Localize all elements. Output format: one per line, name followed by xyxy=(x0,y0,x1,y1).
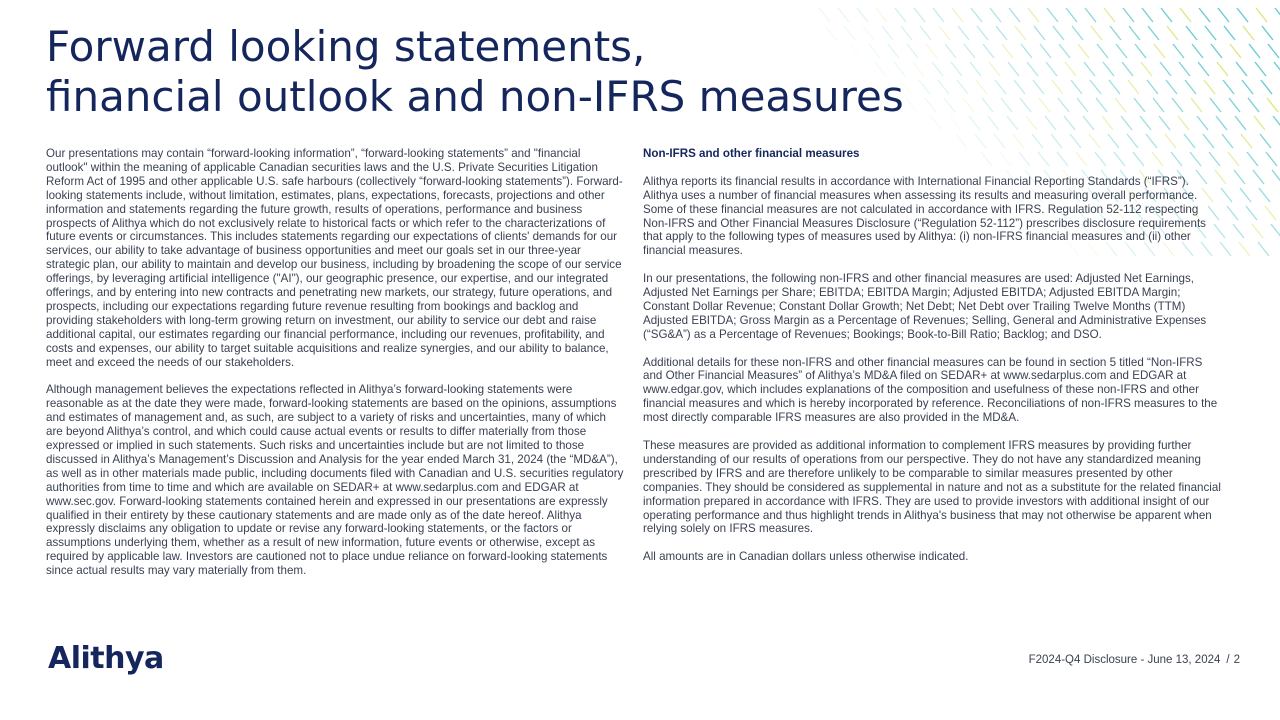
decor-line xyxy=(1097,44,1108,58)
decor-line xyxy=(1275,8,1280,22)
decor-line xyxy=(1027,62,1038,76)
decor-line xyxy=(1141,62,1152,76)
decor-line xyxy=(1262,26,1273,40)
decor-line xyxy=(1240,188,1251,202)
decor-line xyxy=(1186,26,1197,40)
decor-line xyxy=(1084,62,1095,76)
decor-line xyxy=(925,98,936,112)
decor-line xyxy=(1255,62,1266,76)
decor-line xyxy=(1153,98,1164,112)
decor-line xyxy=(1246,206,1257,220)
page-title-line-2: financial outlook and non-IFRS measures xyxy=(46,72,904,121)
decor-line xyxy=(1205,26,1216,40)
decor-line xyxy=(1064,116,1075,130)
decor-line xyxy=(1256,8,1267,22)
decor-line xyxy=(1235,116,1246,130)
decor-line xyxy=(1039,98,1050,112)
decor-line xyxy=(939,26,950,40)
decor-line xyxy=(907,44,918,58)
page-title xyxy=(46,22,904,122)
forward-looking-paragraph-2: Although management believes the expectations reflected in Alithya’s forward-looking statements were reasonable as at the date they were made, forward-looking statements are based on the opinions, assumptions and estimates of management and, as such, are subject to a variety of risks and uncertainties, many of which are beyond Alithya’s control, and which could cause actual events or results to differ materially from those expressed or implied in such statements. Such risks and uncertainties include but are not limited to those discussed in Alithya’s Management’s Discussion and Analysis for the year ended March 31, 2024 (the “MD&A”), as well as in other materials made public, including documents filed with Canadian and U.S. securities regulatory authorities from time to time and which are available on SEDAR+ at www.sedarplus.com and EDGAR at www.sec.gov. Forward-looking statements contained herein and expressed in our presentations are expressly qualified in their entirety by these cautionary statements and are made only as of the date hereof. Alithya expressly disclaims any obligation to update or revise any forward-looking statements, or the factors or assumptions underlying them, whether as a result of new information, future events or otherwise, except as required by applicable law. Investors are cautioned not to place undue reliance on forward-looking statements since actual results may vary materially from them. xyxy=(46,383,624,578)
decor-line xyxy=(995,80,1006,94)
decor-line xyxy=(1243,26,1254,40)
decor-line xyxy=(1134,98,1145,112)
decor-line xyxy=(1045,116,1056,130)
decor-line xyxy=(1179,62,1190,76)
decor-line xyxy=(956,134,967,148)
decor-line xyxy=(1077,98,1088,112)
decor-line xyxy=(994,134,1005,148)
decor-line xyxy=(1271,224,1280,238)
decor-line xyxy=(1161,8,1172,22)
decor-line xyxy=(1247,152,1258,166)
decor-line xyxy=(982,98,993,112)
decor-line xyxy=(895,8,906,22)
decor-line xyxy=(1089,134,1100,148)
decor-line xyxy=(1034,26,1045,40)
non-ifrs-paragraph-5: All amounts are in Canadian dollars unless otherwise indicated. xyxy=(643,550,969,564)
decor-line xyxy=(1217,62,1228,76)
decor-line xyxy=(1165,134,1176,148)
decor-line xyxy=(1154,44,1165,58)
non-ifrs-paragraph-3: Additional details for these non-IFRS and other financial measures can be found in section 5 titled “Non-IFRS and Other Financial Measures” of Alithya’s MD&A filed on SEDAR+ at www.sedarplus.com and EDGAR at www.edgar.gov, which includes explanations of the composition and usefulness of these non-IFRS and other financial measures and which is hereby incorporated by reference. Reconciliations of non-IFRS measures to the most directly comparable IFRS measures are also provided in the MD&A. xyxy=(643,355,1218,425)
decor-line xyxy=(1229,98,1240,112)
footer-separator: / xyxy=(1226,654,1230,666)
decor-line xyxy=(926,44,937,58)
decor-line xyxy=(1009,8,1020,22)
decor-line xyxy=(1090,80,1101,94)
decor-line xyxy=(1203,134,1214,148)
page-number: 2 xyxy=(1233,654,1240,666)
decor-line xyxy=(857,8,868,22)
decor-line xyxy=(1007,116,1018,130)
decor-line xyxy=(971,8,982,22)
decor-line xyxy=(1047,8,1058,22)
decor-line xyxy=(1108,134,1119,148)
decor-line xyxy=(1083,116,1094,130)
decor-line xyxy=(1115,98,1126,112)
decor-line xyxy=(1135,44,1146,58)
decor-line xyxy=(1109,80,1120,94)
decor-line xyxy=(1146,134,1157,148)
decor-line xyxy=(1204,80,1215,94)
decor-line xyxy=(1241,134,1252,148)
decor-line xyxy=(1273,116,1280,130)
decor-line xyxy=(1066,8,1077,22)
forward-looking-paragraph-1: Our presentations may contain “forward-looking information”, “forward-looking statements” and "financial outlook" within the meaning of applicable Canadian securities laws and the U.S. Private Securities Litigation Reform Act of 1995 and other applicable U.S. safe harbours (collectively “forward-looking statements”). Forward-looking statements include, without limitation, estimates, plans, expectations, forecasts, projections and other information and statements regarding the future growth, results of operations, performance and business prospects of Alithya which do not exclusively relate to historical facts or which refer to the characterizations of future events or circumstances. This includes statements regarding our expectations of clients' demands for our services, our ability to take advantage of business opportunities and meet our goals set in our three-year strategic plan, our ability to maintain and develop our business, including by broadening the scope of our service offerings, by leveraging artificial intelligence ("AI"), our geographic presence, our expertise, and our integrated offerings, and by entering into new contracts and penetrating new markets, our strategy, future operations, and prospects, including our expectations regarding future revenue resulting from bookings and backlog and providing stakeholders with long-term growing return on investment, our ability to service our debt and raise additional capital, our estimates regarding our financial performance, including our revenues, profitability, and costs and expenses, our ability to target suitable acquisitions and realize synergies, and our ability to balance, meet and exceed the needs of our stakeholders. xyxy=(46,147,623,369)
decor-line xyxy=(975,134,986,148)
decor-line xyxy=(1103,62,1114,76)
decor-line xyxy=(1128,80,1139,94)
decor-line xyxy=(1258,242,1269,256)
decor-line xyxy=(913,62,924,76)
page-title-line-1: Forward looking statements, xyxy=(46,22,646,71)
decor-line xyxy=(1236,62,1247,76)
decor-line xyxy=(1110,26,1121,40)
decor-line xyxy=(1085,8,1096,22)
decor-line xyxy=(1014,80,1025,94)
decor-line xyxy=(1013,134,1024,148)
decor-line xyxy=(1191,98,1202,112)
decor-line xyxy=(1180,8,1191,22)
decor-line xyxy=(1142,8,1153,22)
decor-line xyxy=(1260,134,1271,148)
decor-line xyxy=(1096,98,1107,112)
decor-line xyxy=(1122,62,1133,76)
decor-line xyxy=(1173,44,1184,58)
decor-line xyxy=(932,62,943,76)
decor-line xyxy=(1051,134,1062,148)
non-ifrs-column xyxy=(643,147,1223,578)
non-ifrs-paragraph-1: Alithya reports its financial results in accordance with International Financial Reporting Standards (“IFRS”). Alithya uses a number of financial measures when assessing its results and measuring overall performance. Some of these financial measures are not calculated in accordance with IFRS. Regulation 52-112 respecting Non-IFRS and Other Financial Measures Disclosure (“Regulation 52-112”) prescribes disclosure requirements that apply to the following types of measures used by Alithya: (i) non-IFRS financial measures and (ii) other financial measures. xyxy=(643,174,1206,258)
decor-line xyxy=(1261,80,1272,94)
decor-line xyxy=(876,8,887,22)
decor-line xyxy=(1224,26,1235,40)
decor-line xyxy=(1046,62,1057,76)
decor-line xyxy=(990,8,1001,22)
non-ifrs-heading: Non-IFRS and other financial measures xyxy=(643,147,860,160)
footer-disclosure: F2024-Q4 Disclosure - June 13, 2024 xyxy=(1028,654,1221,666)
decor-line xyxy=(1148,26,1159,40)
decor-line xyxy=(931,116,942,130)
decor-line xyxy=(945,44,956,58)
decor-line xyxy=(957,80,968,94)
decor-line xyxy=(996,26,1007,40)
decor-line xyxy=(1228,152,1239,166)
decor-line xyxy=(1242,80,1253,94)
decor-line xyxy=(1104,8,1115,22)
decor-line xyxy=(976,80,987,94)
forward-looking-column xyxy=(46,147,624,592)
decor-line xyxy=(1001,98,1012,112)
decor-line xyxy=(1192,44,1203,58)
decor-line xyxy=(914,8,925,22)
decor-line xyxy=(963,98,974,112)
decor-line xyxy=(1266,152,1277,166)
decor-line xyxy=(1267,98,1278,112)
decor-line xyxy=(1159,116,1170,130)
decor-line xyxy=(1020,98,1031,112)
decor-line xyxy=(1239,242,1250,256)
decor-line xyxy=(1058,98,1069,112)
decor-line xyxy=(1028,8,1039,22)
decor-line xyxy=(920,26,931,40)
decor-line xyxy=(1121,116,1132,130)
decor-line xyxy=(1252,224,1263,238)
decor-line xyxy=(1116,44,1127,58)
decor-line xyxy=(1216,116,1227,130)
decor-line xyxy=(1078,44,1089,58)
decor-line xyxy=(1253,170,1264,184)
decor-line xyxy=(919,80,930,94)
decor-line xyxy=(1059,44,1070,58)
decor-line xyxy=(1091,26,1102,40)
decor-line xyxy=(1234,170,1245,184)
decor-line xyxy=(1026,116,1037,130)
decor-line xyxy=(1166,80,1177,94)
decor-line xyxy=(1052,80,1063,94)
decor-line xyxy=(958,26,969,40)
decor-line xyxy=(1032,134,1043,148)
decor-line xyxy=(838,8,849,22)
decor-line xyxy=(964,44,975,58)
decor-line xyxy=(1021,44,1032,58)
alithya-logo: Alithya xyxy=(48,641,164,676)
decor-line xyxy=(906,98,917,112)
decor-line xyxy=(1223,80,1234,94)
decor-line xyxy=(1185,80,1196,94)
decor-line xyxy=(938,80,949,94)
decor-line xyxy=(1237,8,1248,22)
decor-line xyxy=(1272,170,1280,184)
decor-line xyxy=(1002,44,1013,58)
decor-line xyxy=(944,98,955,112)
decor-line xyxy=(1053,26,1064,40)
decor-line xyxy=(1033,80,1044,94)
footer xyxy=(1029,654,1240,666)
decor-line xyxy=(1211,44,1222,58)
decor-line xyxy=(1222,134,1233,148)
decor-line xyxy=(969,116,980,130)
decor-line xyxy=(988,116,999,130)
non-ifrs-paragraph-4: These measures are provided as additional information to complement IFRS measures by providing further understanding of our results of operations from our perspective. They do not have any standardized meaning prescribed by IFRS and are therefore unlikely to be comparable to similar measures presented by other companies. They should be considered as supplemental in nature and not as a substitute for the related financial information prepared in accordance with IFRS. They are used to provide investors with additional insight of our operating performance and thus highlight trends in Alithya's business that may not otherwise be apparent when relying solely on IFRS measures. xyxy=(643,438,1221,536)
decor-line xyxy=(1167,26,1178,40)
decor-line xyxy=(819,8,830,22)
non-ifrs-paragraph-2: In our presentations, the following non-IFRS and other financial measures are used: Adjusted Net Earnings, Adjusted Net Earnings per Share; EBITDA; EBITDA Margin; Adjusted EBITDA; Adjusted EBITDA Margin; Constant Dollar Revenue; Constant Dollar Growth; Net Debt; Net Debt over Trailing Twelve Months (TTM) Adjusted EBITDA; Gross Margin as a Percentage of Revenues; Selling, General and Administrative Expenses (“SG&A”) as a Percentage of Revenues; Bookings; Book-to-Bill Ratio; Backlog; and DSO. xyxy=(643,272,1207,341)
decor-line xyxy=(1070,134,1081,148)
decor-line xyxy=(1233,224,1244,238)
decor-line xyxy=(1227,206,1238,220)
decor-line xyxy=(1178,116,1189,130)
decor-line xyxy=(1071,80,1082,94)
decor-line xyxy=(1274,62,1280,76)
decor-line xyxy=(1249,44,1260,58)
decor-line xyxy=(1265,206,1276,220)
decor-line xyxy=(1140,116,1151,130)
decor-line xyxy=(1129,26,1140,40)
decor-line xyxy=(1268,44,1279,58)
decor-line xyxy=(1230,44,1241,58)
decor-line xyxy=(950,116,961,130)
decor-line xyxy=(1172,98,1183,112)
decor-line xyxy=(952,8,963,22)
decor-line xyxy=(1218,8,1229,22)
decor-line xyxy=(1259,188,1270,202)
decor-line xyxy=(1147,80,1158,94)
decor-line xyxy=(1065,62,1076,76)
decor-line xyxy=(951,62,962,76)
decor-line xyxy=(970,62,981,76)
decor-line xyxy=(1123,8,1134,22)
decor-line xyxy=(977,26,988,40)
decor-line xyxy=(1254,116,1265,130)
decor-line xyxy=(1072,26,1083,40)
decor-line xyxy=(1160,62,1171,76)
decor-line xyxy=(1199,8,1210,22)
decor-line xyxy=(983,44,994,58)
decor-line xyxy=(1248,98,1259,112)
decor-line xyxy=(1015,26,1026,40)
decor-line xyxy=(1197,116,1208,130)
decor-line xyxy=(1008,62,1019,76)
decor-line xyxy=(1127,134,1138,148)
decor-line xyxy=(933,8,944,22)
decor-line xyxy=(1184,134,1195,148)
decor-line xyxy=(1198,62,1209,76)
decor-line xyxy=(1040,44,1051,58)
decor-line xyxy=(1102,116,1113,130)
decor-line xyxy=(989,62,1000,76)
decor-line xyxy=(1210,98,1221,112)
